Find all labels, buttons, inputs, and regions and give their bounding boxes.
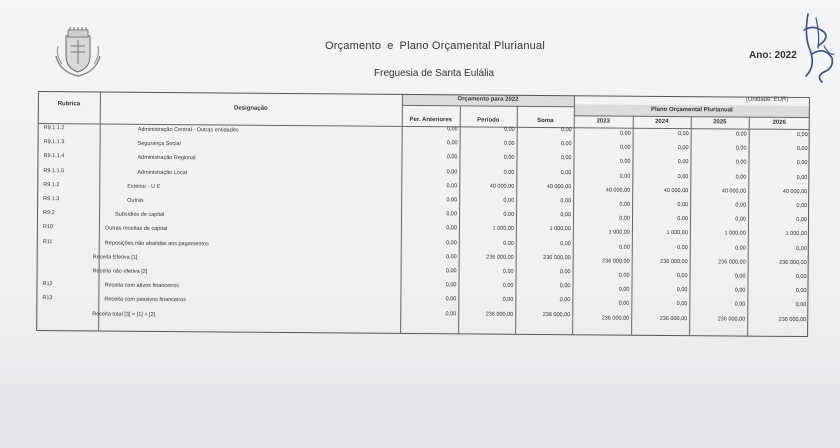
row-value: 0,00 bbox=[446, 126, 458, 133]
row-designacao: Subsídios de capital bbox=[115, 211, 165, 219]
row-value: 0,00 bbox=[735, 245, 746, 252]
row-rubrica: R9.1.1.5 bbox=[43, 167, 65, 174]
row-value: 0,00 bbox=[503, 211, 515, 218]
row-value: 0,00 bbox=[618, 300, 630, 308]
page-shadow bbox=[0, 360, 840, 448]
row-value: 0,00 bbox=[560, 155, 572, 162]
row-value: 0,00 bbox=[502, 297, 514, 304]
row-value: 0,00 bbox=[619, 144, 631, 151]
coat-of-arms-icon bbox=[52, 26, 104, 78]
page-title: Orçamento e Plano Orçamental Plurianual bbox=[325, 40, 545, 52]
row-value: 0,00 bbox=[677, 131, 689, 138]
row-value: 0,00 bbox=[446, 239, 457, 246]
row-rubrica: R10 bbox=[42, 224, 54, 231]
header-rubrica: Rubrica bbox=[57, 101, 81, 108]
row-value: 1 000,00 bbox=[492, 225, 514, 233]
row-value: 0,00 bbox=[445, 254, 457, 261]
row-value: 0,00 bbox=[619, 201, 631, 208]
page-subtitle: Freguesia de Santa Eulália bbox=[374, 68, 495, 79]
row-designacao: Reposições não abatidas aos pagamentos bbox=[104, 240, 209, 247]
row-value: 236 000,00 bbox=[486, 254, 514, 261]
row-rubrica: R9.1.2 bbox=[43, 181, 60, 188]
row-value: 0,00 bbox=[502, 282, 514, 289]
year-label: Ano: 2022 bbox=[749, 50, 797, 61]
row-value: 236 000,00 bbox=[717, 315, 746, 323]
row-value: 0,00 bbox=[446, 211, 458, 218]
row-designacao: Administração Local bbox=[137, 169, 187, 176]
row-value: 0,00 bbox=[796, 146, 808, 153]
row-value: 0,00 bbox=[795, 288, 807, 295]
row-value: 0,00 bbox=[559, 283, 571, 290]
row-value: 236 000,00 bbox=[485, 311, 514, 318]
row-value: 40 000,00 bbox=[489, 183, 515, 190]
row-value: 0,00 bbox=[677, 202, 689, 209]
row-rubrica: R13 bbox=[42, 295, 53, 302]
header-year-2023: 2023 bbox=[596, 118, 610, 125]
header-year-2024: 2024 bbox=[655, 118, 669, 125]
row-value: 0,00 bbox=[619, 244, 630, 251]
row-value: 0,00 bbox=[445, 310, 457, 317]
row-value: 0,00 bbox=[503, 197, 515, 204]
row-value: 0,00 bbox=[796, 131, 808, 139]
row-value: 0,00 bbox=[735, 174, 747, 181]
row-value: 0,00 bbox=[795, 273, 807, 281]
row-value: 0,00 bbox=[446, 183, 458, 190]
row-designacao: Administração Central - Outras entidades bbox=[137, 126, 239, 134]
row-value: 0,00 bbox=[503, 240, 514, 247]
row-value: 0,00 bbox=[445, 282, 457, 289]
row-value: 0,00 bbox=[560, 240, 571, 247]
row-value: 0,00 bbox=[502, 268, 514, 275]
signature-icon bbox=[794, 6, 838, 88]
row-value: 236 000,00 bbox=[778, 316, 807, 323]
row-value: 0,00 bbox=[446, 168, 458, 175]
row-designacao: Exterior - U E bbox=[127, 183, 161, 190]
row-value: 1 000,00 bbox=[785, 231, 807, 238]
row-designacao: Receita não efetiva [2] bbox=[92, 268, 148, 275]
row-rubrica: R9.1.1.4 bbox=[43, 153, 65, 160]
row-value: 0,00 bbox=[559, 269, 571, 276]
row-value: 0,00 bbox=[796, 202, 808, 210]
row-rubrica: R11 bbox=[42, 238, 53, 245]
row-value: 0,00 bbox=[735, 145, 747, 152]
row-value: 0,00 bbox=[503, 155, 515, 162]
row-value: 236 000,00 bbox=[779, 259, 807, 266]
row-value: 0,00 bbox=[734, 273, 746, 280]
row-value: 236 000,00 bbox=[542, 311, 571, 318]
budget-table bbox=[36, 91, 810, 337]
row-value: 0,00 bbox=[796, 217, 808, 224]
row-value: 0,00 bbox=[676, 287, 688, 294]
row-designacao: Administração Regional bbox=[137, 155, 196, 162]
row-value: 236 000,00 bbox=[602, 258, 630, 265]
row-value: 0,00 bbox=[446, 197, 458, 204]
row-rubrica: R12 bbox=[42, 281, 53, 288]
row-value: 0,00 bbox=[619, 158, 631, 166]
row-designacao: Outras bbox=[127, 197, 144, 204]
row-value: 236 000,00 bbox=[660, 258, 688, 265]
row-value: 236 000,00 bbox=[718, 259, 746, 266]
row-value: 0,00 bbox=[677, 244, 688, 251]
row-designacao: Receita total [3] = [1] + [2] bbox=[92, 311, 156, 318]
row-value: 236 000,00 bbox=[543, 254, 571, 261]
header-year-2026: 2026 bbox=[772, 119, 786, 126]
row-value: 40 000,00 bbox=[782, 188, 808, 195]
row-value: 0,00 bbox=[677, 145, 689, 152]
row-value: 0,00 bbox=[677, 173, 689, 180]
row-value: 0,00 bbox=[503, 126, 515, 133]
row-value: 1 000,00 bbox=[666, 230, 688, 237]
row-value: 0,00 bbox=[445, 268, 457, 275]
header-year-2025: 2025 bbox=[713, 119, 727, 126]
row-value: 0,00 bbox=[560, 212, 572, 219]
row-value: 0,00 bbox=[677, 216, 689, 223]
row-value: 0,00 bbox=[735, 131, 747, 138]
row-value: 1 000,00 bbox=[549, 226, 571, 233]
row-value: 0,00 bbox=[796, 245, 807, 252]
row-value: 0,00 bbox=[560, 169, 572, 176]
row-value: 0,00 bbox=[734, 287, 746, 294]
row-rubrica: R9.1.3 bbox=[43, 196, 60, 203]
row-designacao: Outras receitas de capital bbox=[104, 225, 168, 233]
header-plano-group: Plano Orçamental Plurianual bbox=[650, 106, 733, 114]
row-value: 0,00 bbox=[796, 160, 808, 167]
row-value: 0,00 bbox=[560, 141, 572, 148]
row-value: 0,00 bbox=[560, 127, 572, 134]
row-designacao: Segurança Social bbox=[137, 140, 181, 148]
row-value: 40 000,00 bbox=[721, 188, 747, 195]
row-value: 0,00 bbox=[618, 272, 630, 279]
row-value: 0,00 bbox=[735, 216, 747, 223]
row-value: 40 000,00 bbox=[605, 187, 631, 194]
row-value: 40 000,00 bbox=[546, 183, 572, 190]
row-value: 236 000,00 bbox=[659, 315, 688, 322]
row-value: 0,00 bbox=[445, 296, 457, 303]
header-soma: Soma bbox=[537, 117, 554, 125]
row-value: 1 000,00 bbox=[608, 229, 630, 237]
header-per-anteriores: Per. Anteriores bbox=[409, 116, 453, 124]
header-designacao: Designação bbox=[234, 105, 268, 112]
row-rubrica: R9.1.1.3 bbox=[43, 139, 65, 146]
row-value: 0,00 bbox=[676, 301, 688, 308]
row-value: 0,00 bbox=[446, 140, 458, 147]
row-rubrica: R9.1.1.2 bbox=[43, 125, 65, 132]
row-value: 0,00 bbox=[795, 302, 807, 309]
row-value: 0,00 bbox=[446, 225, 457, 232]
row-value: 0,00 bbox=[446, 154, 458, 161]
row-value: 1 000,00 bbox=[724, 230, 746, 237]
header-periodo: Período bbox=[477, 117, 500, 124]
row-value: 0,00 bbox=[677, 159, 689, 166]
row-value: 0,00 bbox=[560, 198, 572, 205]
row-rubrica: R9.2 bbox=[43, 210, 55, 217]
row-value: 0,00 bbox=[619, 130, 631, 137]
row-value: 0,00 bbox=[503, 169, 515, 176]
header-orcamento-group: Orçamento para 2022 bbox=[457, 96, 519, 103]
row-value: 0,00 bbox=[559, 297, 571, 304]
row-value: 40 000,00 bbox=[663, 187, 689, 194]
row-value: 236 000,00 bbox=[601, 315, 630, 322]
row-designacao: Receita Efetiva [1] bbox=[92, 254, 138, 261]
row-value: 0,00 bbox=[676, 273, 688, 280]
row-value: 0,00 bbox=[619, 173, 631, 180]
row-designacao: Receita com passivos financeiros bbox=[104, 296, 187, 304]
row-designacao: Receita com ativos financeiros bbox=[104, 282, 180, 290]
row-value: 0,00 bbox=[503, 140, 515, 147]
row-value: 0,00 bbox=[618, 286, 630, 293]
unit-label: (Unidade: EUR) bbox=[746, 97, 789, 103]
row-value: 0,00 bbox=[735, 159, 747, 166]
row-value: 0,00 bbox=[619, 215, 631, 222]
row-value: 0,00 bbox=[796, 174, 808, 181]
row-value: 0,00 bbox=[735, 202, 747, 209]
row-value: 0,00 bbox=[734, 301, 746, 308]
